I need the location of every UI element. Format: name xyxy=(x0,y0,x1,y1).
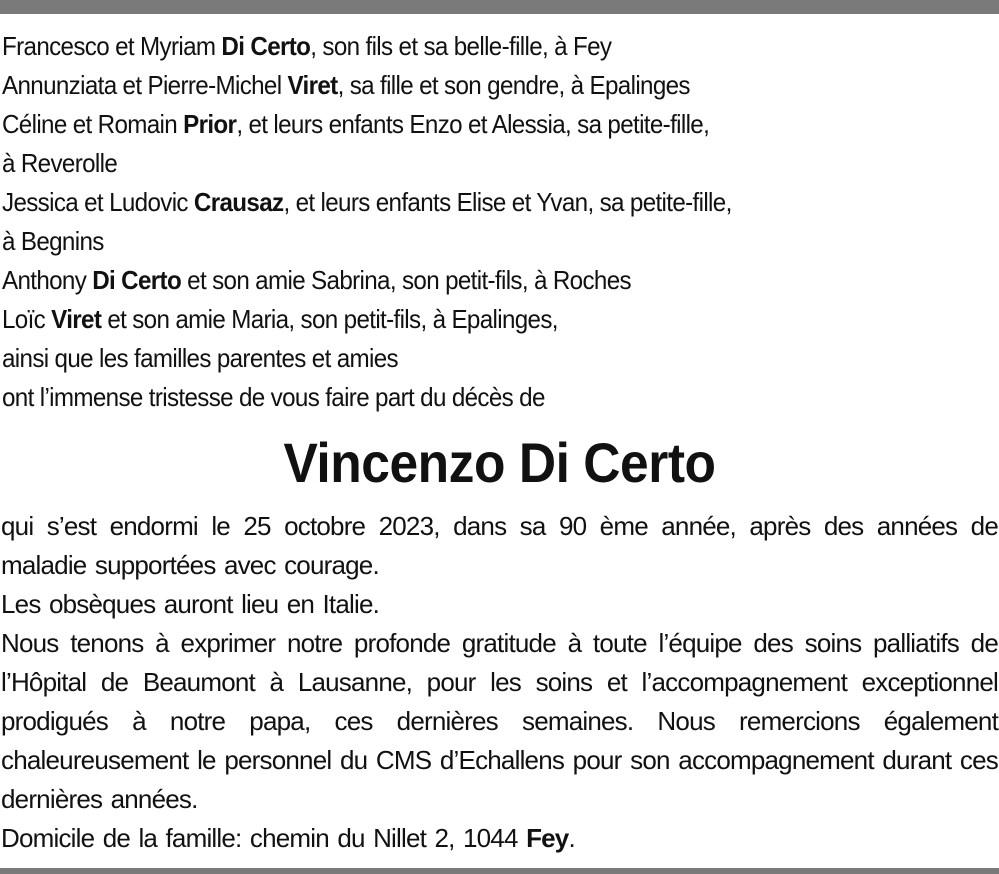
family-line xyxy=(2,339,927,378)
family-announcement xyxy=(2,27,997,417)
surname: Di Certo xyxy=(221,31,311,61)
family-line xyxy=(2,378,927,417)
address-end: . xyxy=(568,823,575,853)
family-address xyxy=(1,819,998,858)
deceased-name: Vincenzo Di Certo xyxy=(283,431,716,494)
address-town: Fey xyxy=(526,823,569,853)
line-text: Annunziata et Pierre-Michel xyxy=(2,70,288,100)
surname: Viret xyxy=(287,70,338,100)
family-line xyxy=(2,300,927,339)
line-text: Francesco et Myriam xyxy=(2,31,222,61)
surname: Prior xyxy=(183,109,237,139)
line-text: , et leurs enfants Enzo et Alessia, sa petite-fille, xyxy=(236,109,710,139)
funeral-paragraph: Les obsèques auront lieu en Italie. xyxy=(1,589,380,619)
line-text: ont l’immense tristesse de vous faire part du décès de xyxy=(2,382,545,412)
line-text: , et leurs enfants Elise et Yvan, sa petite-fille, xyxy=(283,187,732,217)
line-text: ainsi que les familles parentes et amies xyxy=(2,343,398,373)
line-text: , sa fille et son gendre, à Epalinges xyxy=(337,70,690,100)
line-text: Loïc xyxy=(2,304,52,334)
address-text: Domicile de la famille: chemin du Nillet 2, 1044 xyxy=(1,823,527,853)
family-line xyxy=(2,183,927,222)
bottom-rule xyxy=(0,868,999,874)
line-text: à Begnins xyxy=(2,226,104,256)
family-line xyxy=(2,27,927,66)
family-line xyxy=(2,144,927,183)
top-rule xyxy=(0,0,999,14)
gratitude-paragraph: Nous tenons à exprimer notre profonde gratitude à toute l’équipe des soins palliatifs de l’Hôpital de Beaumont à Lausanne, pour les soins et l’accompagnement exceptionnel prodigués à notre papa, ces dernières semaines. Nous remercions également chaleureusement le personnel du CMS d’Echallens pour son accompagnement durant ces dernières années. xyxy=(1,628,998,814)
line-text: et son amie Sabrina, son petit-fils, à Roches xyxy=(181,265,631,295)
line-text: Jessica et Ludovic xyxy=(2,187,194,217)
line-text: à Reverolle xyxy=(2,148,118,178)
line-text: , son fils et sa belle-fille, à Fey xyxy=(310,31,612,61)
death-notice-paragraph: qui s’est endormi le 25 octobre 2023, dans sa 90 ème année, après des années de maladie supportées avec courage. xyxy=(1,511,998,580)
family-line xyxy=(2,222,927,261)
surname: Viret xyxy=(51,304,102,334)
surname: Di Certo xyxy=(92,265,182,295)
obituary-body xyxy=(1,507,998,858)
family-line xyxy=(2,105,927,144)
line-text: Céline et Romain xyxy=(2,109,184,139)
family-line xyxy=(2,66,927,105)
line-text: et son amie Maria, son petit-fils, à Epalinges, xyxy=(101,304,558,334)
family-line xyxy=(2,261,927,300)
line-text: Anthony xyxy=(2,265,93,295)
surname: Crausaz xyxy=(193,187,284,217)
